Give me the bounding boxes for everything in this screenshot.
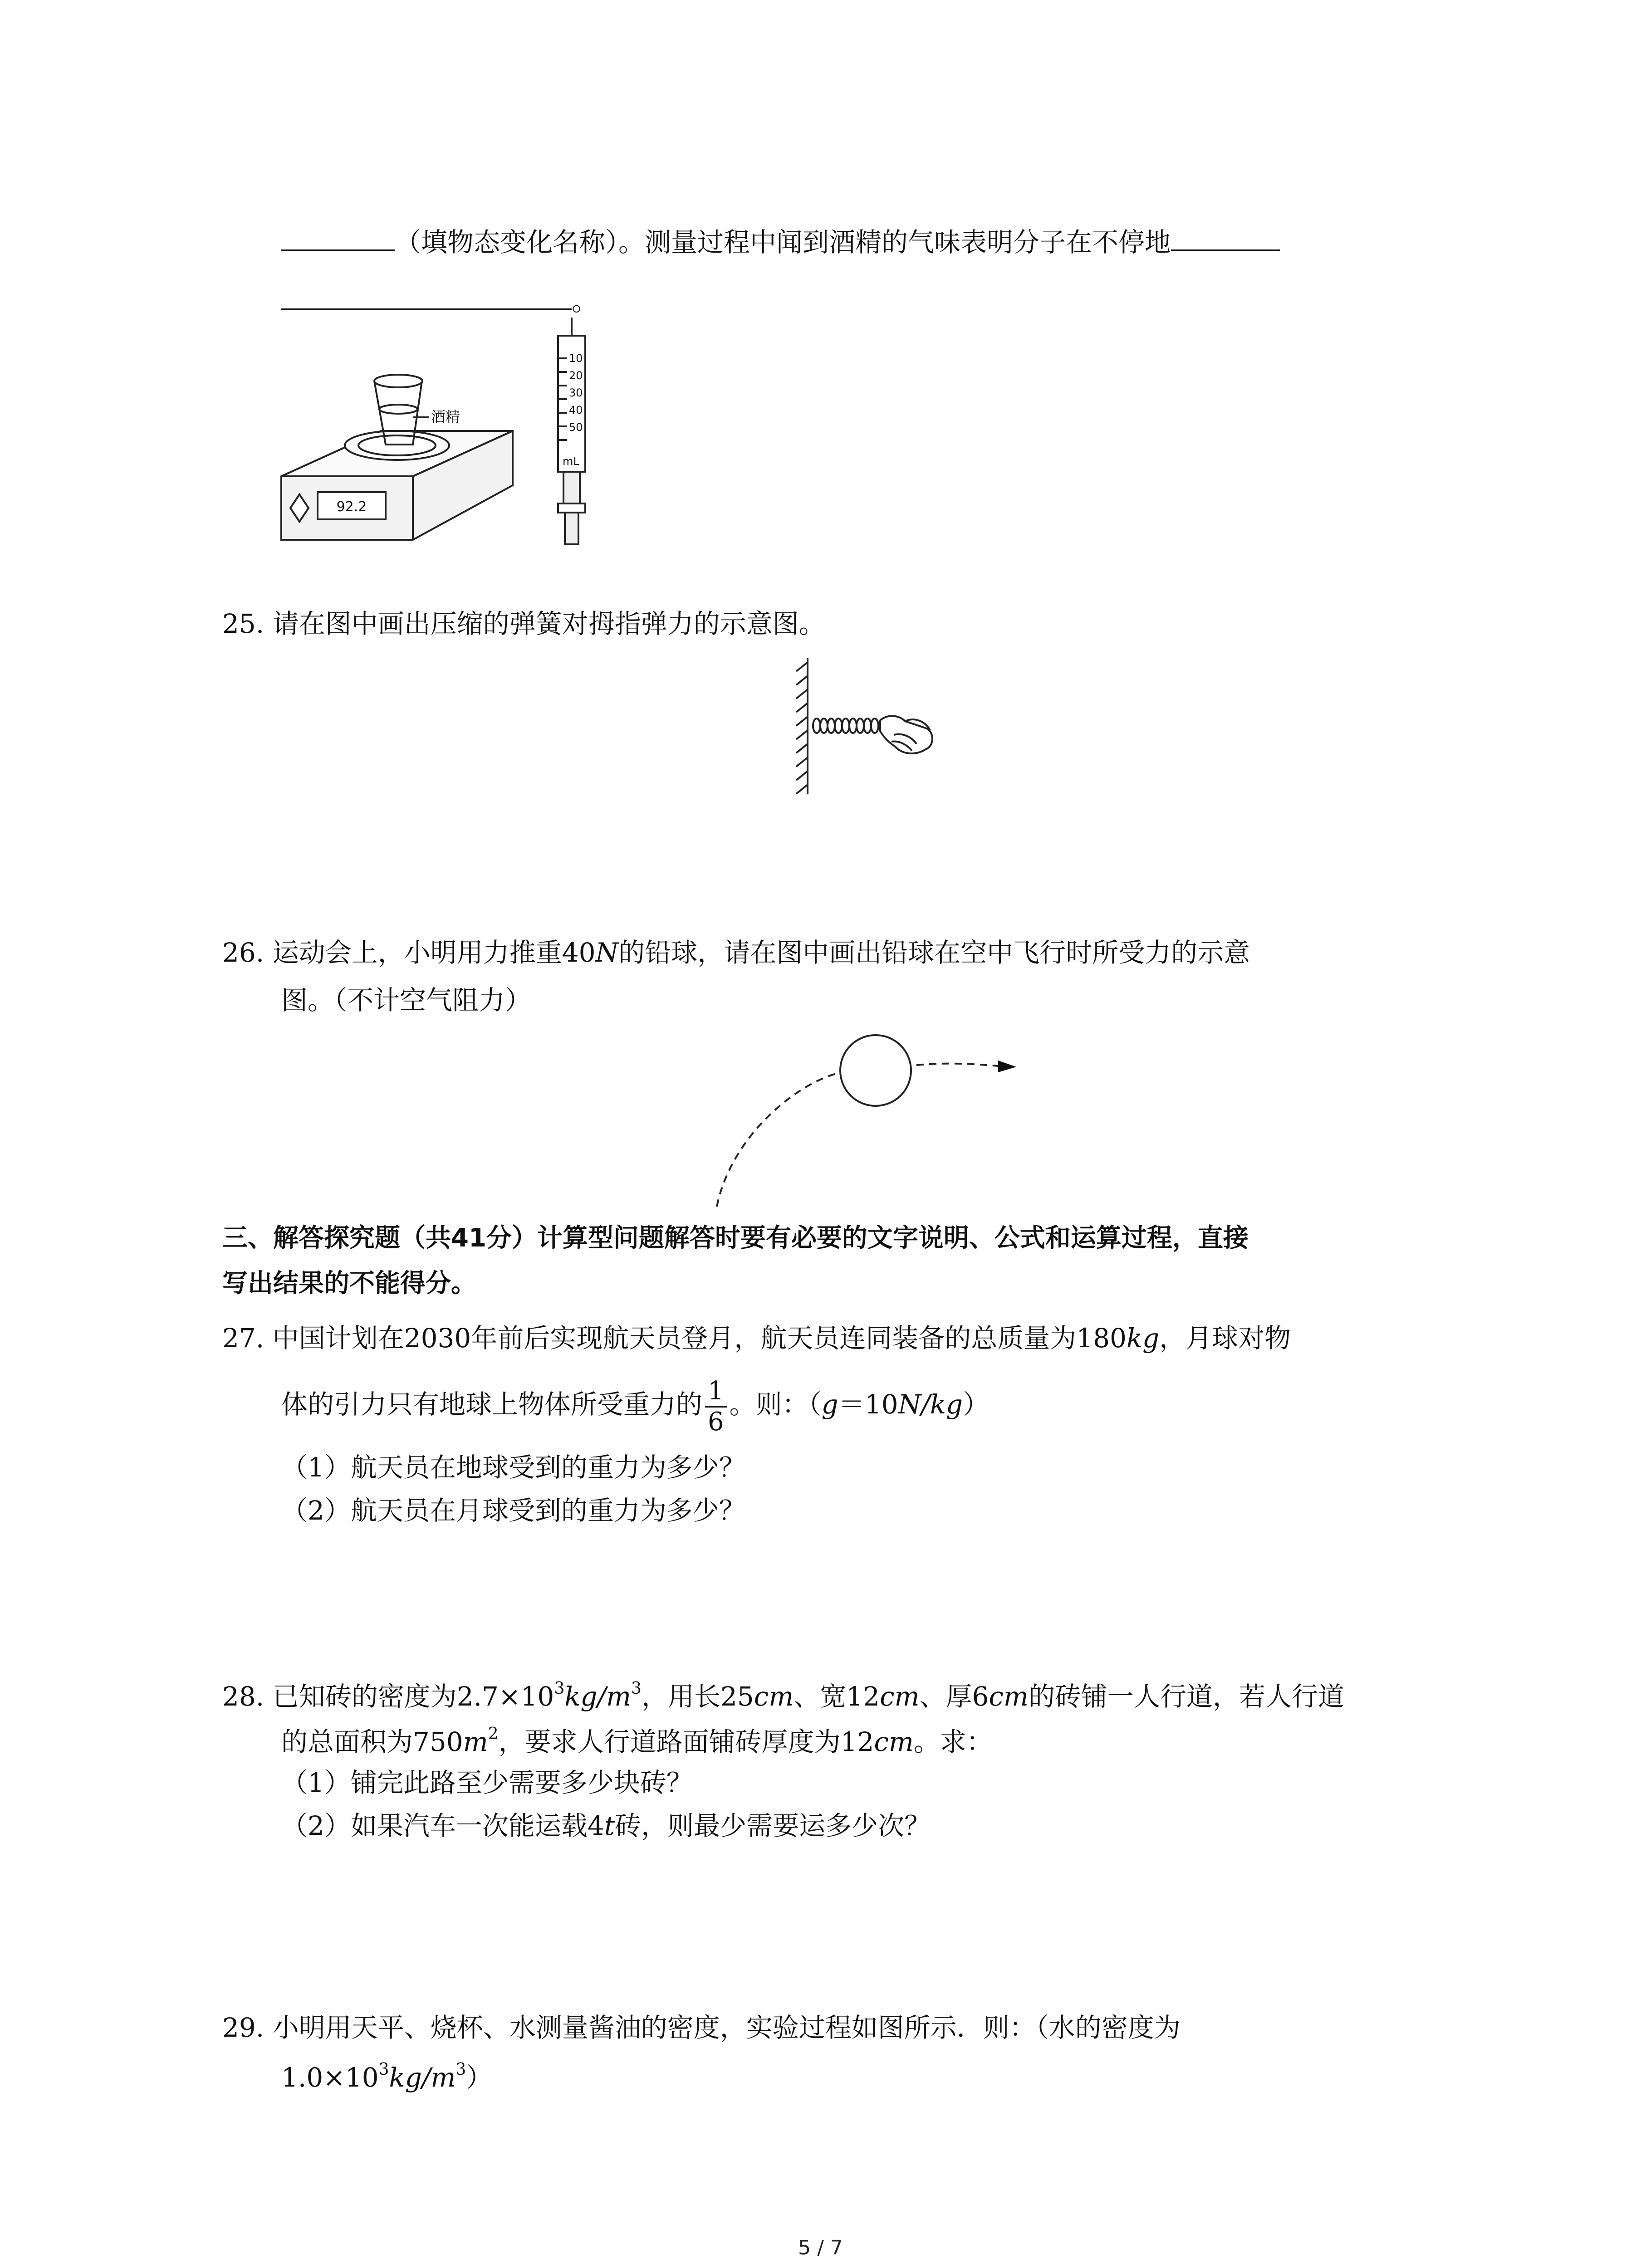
compressed-spring — [813, 719, 878, 733]
shot-put-ball — [840, 1035, 911, 1106]
answer-blank-3[interactable] — [281, 281, 572, 310]
balance-reading: 92.2 — [336, 499, 367, 515]
section-3-title-line1: 三、解答探究题（共41分）计算型问题解答时要有必要的文字说明、公式和运算过程，直接 — [222, 1223, 1249, 1253]
q26-number: 26. — [222, 937, 265, 968]
q26-line2: 图。（不计空气阻力） — [281, 985, 532, 1016]
q29-line2: $1.0\times 10^3kg/m^3$） — [281, 2060, 493, 2093]
syringe-tick-40: 40 — [569, 404, 583, 416]
q28-sub1: （1）铺完此路至少需要多少块砖？ — [281, 1767, 693, 1798]
q28-number: 28. — [222, 1681, 265, 1712]
q24-line2: 。 — [281, 281, 598, 319]
syringe-tick-50: 50 — [569, 421, 583, 434]
q24-figure — [277, 313, 603, 549]
electronic-balance — [281, 431, 513, 540]
section-3-title-line2: 写出结果的不能得分。 — [222, 1269, 476, 1298]
q29-number: 29. — [222, 2012, 265, 2043]
trajectory-forward — [916, 1064, 998, 1066]
page-number: 5 / 7 — [798, 2236, 843, 2259]
q29-line1: 29. 小明用天平、烧杯、水测量酱油的密度，实验过程如图所示．则：（水的密度为 — [222, 2012, 1181, 2043]
q28-sub2: （2）如果汽车一次能运载4t砖，则最少需要运多少次？ — [281, 1810, 931, 1841]
q25-spring-figure — [789, 653, 962, 798]
syringe-tick-30: 30 — [569, 386, 583, 399]
trajectory-dashed — [717, 1073, 839, 1207]
syringe-unit: mL — [563, 455, 579, 468]
answer-blank-1[interactable] — [281, 222, 395, 251]
q27-line2: 体的引力只有地球上物体所受重力的 $\frac{1}{6}$ 。则：（g＝10N/kg） — [281, 1376, 989, 1437]
syringe-tick-20: 20 — [569, 369, 583, 382]
q25-number: 25. — [222, 608, 265, 639]
arrow-head-icon — [998, 1061, 1016, 1072]
answer-blank-2[interactable] — [1171, 222, 1280, 251]
q28-line2: 的总面积为$750m^2$，要求人行道路面铺砖厚度为12cm。求： — [281, 1725, 993, 1757]
q27-line1: 27. 中国计划在2030年前后实现航天员登月，航天员连同装备的总质量为180kg，月球对物 — [222, 1323, 1291, 1354]
thumb-hand — [880, 716, 932, 753]
q27-sub1: （1）航天员在地球受到的重力为多少？ — [281, 1452, 745, 1483]
q28-line1: 28. 已知砖的密度为$2.7\times 10^3kg/m^3$，用长25cm、宽12cm、厚6cm的砖铺一人行道，若人行道 — [222, 1679, 1344, 1712]
cup-label: 酒精 — [431, 408, 460, 425]
q27-number: 27. — [222, 1323, 265, 1354]
syringe-tick-10: 10 — [569, 352, 583, 365]
q25-line — [222, 606, 825, 642]
q26-line1: 26. 运动会上，小明用力推重40N的铅球，请在图中画出铅球在空中飞行时所受力的示意 — [222, 937, 1250, 968]
q25-text: 请在图中画出压缩的弹簧对拇指弹力的示意图。 — [272, 608, 825, 639]
q27-sub2: （2）航天员在月球受到的重力为多少？ — [281, 1495, 745, 1526]
q26-shot-put-figure — [703, 1021, 1066, 1211]
q24-line1: （填物态变化名称）。测量过程中闻到酒精的气味表明分子在不停地 — [281, 222, 1280, 260]
fraction-one-sixth: $\frac{1}{6}$ — [705, 1377, 727, 1437]
